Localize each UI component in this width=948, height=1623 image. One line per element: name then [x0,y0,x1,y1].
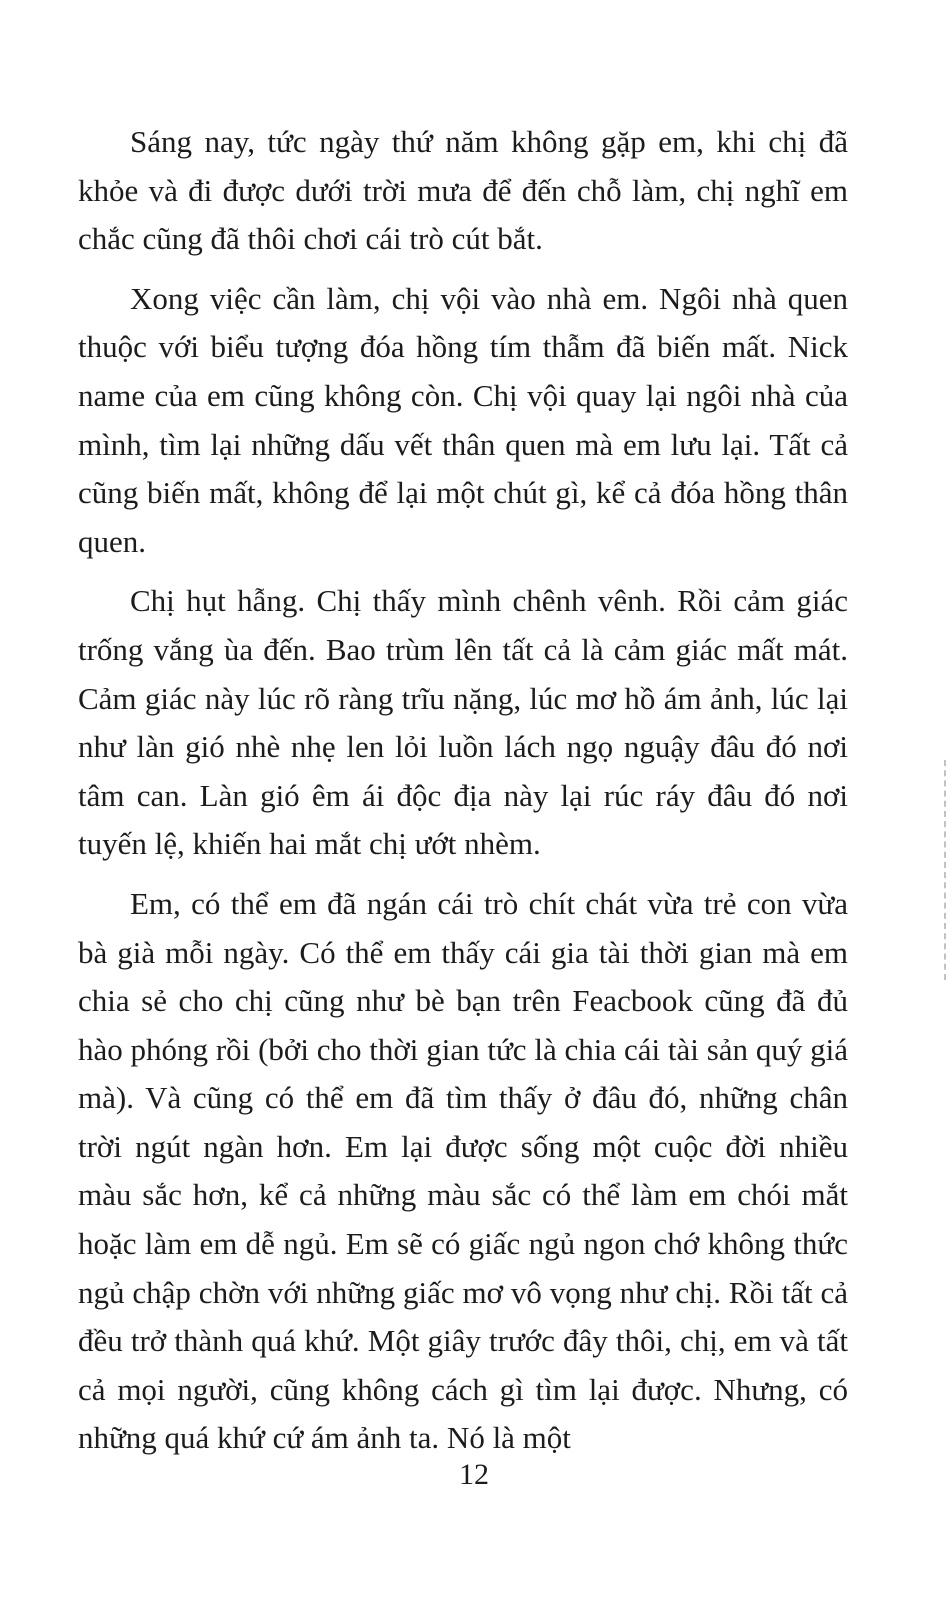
body-text [78,118,848,1474]
paragraph-1: Sáng nay, tức ngày thứ năm không gặp em, khi chị đã khỏe và đi được dưới trời mưa để đến chỗ làm, chị nghĩ em chắc cũng đã thôi chơi cái trò cút bắt. [78,124,848,257]
paragraph-4: Em, có thể em đã ngán cái trò chít chát vừa trẻ con vừa bà già mỗi ngày. Có thể em thấy cái gia tài thời gian mà em chia sẻ cho chị cũng như bè bạn trên Feacbook cũng đã đủ hào phóng rồi (bởi cho thời gian tức là chia cái tài sản quý giá mà). Và cũng có thể em đã tìm thấy ở đâu đó, những chân trời ngút ngàn hơn. Em lại được sống một cuộc đời nhiều màu sắc hơn, kể cả những màu sắc có thể làm em chói mắt hoặc làm em dễ ngủ. Em sẽ có giấc ngủ ngon chớ không thức ngủ chập chờn với những giấc mơ vô vọng như chị. Rồi tất cả đều trở thành quá khứ. Một giây trước đây thôi, chị, em và tất cả mọi người, cũng không cách gì tìm lại được. Nhưng, có những quá khứ cứ ám ảnh ta. Nó là một [78,885,848,1456]
scan-edge-mark [940,760,946,980]
page-number: 12 [459,1458,489,1491]
paragraph-3: Chị hụt hẫng. Chị thấy mình chênh vênh. Rồi cảm giác trống vắng ùa đến. Bao trùm lên tất cả là cảm giác mất mát. Cảm giác này lúc rõ ràng trĩu nặng, lúc mơ hồ ám ảnh, lúc lại như làn gió nhè nhẹ len lỏi luồn lách ngọ nguậy đâu đó nơi tâm can. Làn gió êm ái độc địa này lại rúc ráy đâu đó nơi tuyến lệ, khiến hai mắt chị ướt nhèm. [78,583,848,862]
paragraph-2: Xong việc cần làm, chị vội vào nhà em. Ngôi nhà quen thuộc với biểu tượng đóa hồng tím thẫm đã biến mất. Nick name của em cũng không còn. Chị vội quay lại ngôi nhà của mình, tìm lại những dấu vết thân quen mà em lưu lại. Tất cả cũng biến mất, không để lại một chút gì, kể cả đóa hồng thân quen. [78,280,848,559]
